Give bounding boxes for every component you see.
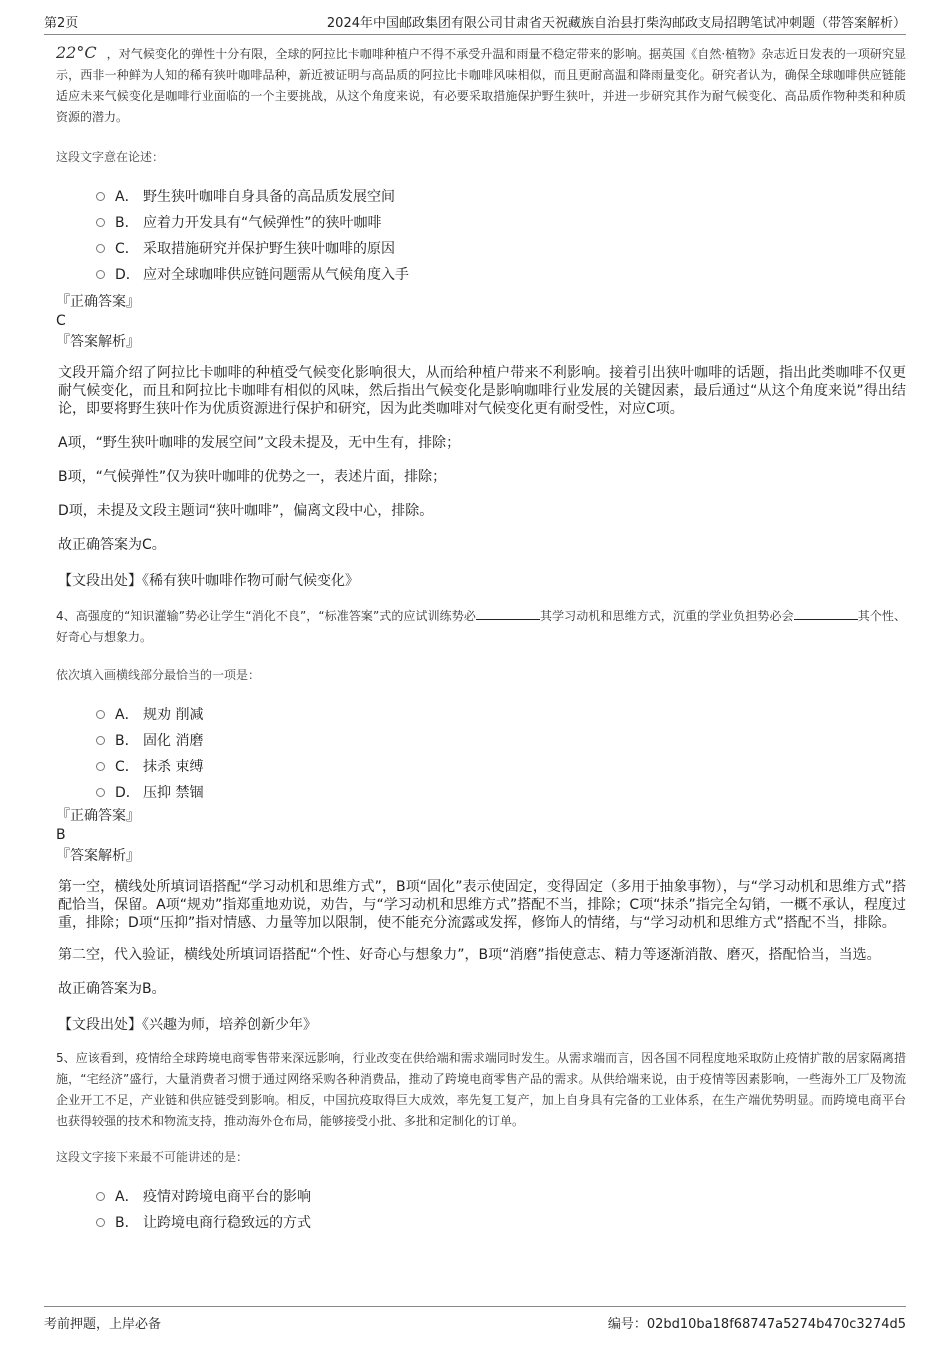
radio-icon[interactable] xyxy=(96,1218,105,1227)
option-text: 采取措施研究并保护野生狭叶咖啡的原因 xyxy=(143,241,395,257)
option-letter: B． xyxy=(115,733,139,749)
radio-icon[interactable] xyxy=(96,244,105,253)
q4-explanation-1: 第一空，横线处所填词语搭配“学习动机和思维方式”，B项“固化”表示使固定，变得固定（多用于抽象事物），与“学习动机和思维方式”搭配恰当，保留。A项“规劝”指郑重地劝说，劝告，与“学习动机和思维方式”搭配不当，排除；C项“抹杀”指完全勾销，一概不承认，程度过重，排除；D项“压抑”指对情感、力量等加以限制，使不能充分流露或发挥，修饰人的情绪，与“学习动机和思维方式”搭配不当，排除。 xyxy=(58,879,906,931)
option-text: 应对全球咖啡供应链问题需从气候角度入手 xyxy=(143,267,409,283)
q5-options xyxy=(96,1183,906,1235)
q4-option-b[interactable] xyxy=(96,727,906,753)
q4-options xyxy=(96,701,906,805)
option-letter: A． xyxy=(115,707,139,723)
q4-prompt: 依次填入画横线部分最恰当的一项是： xyxy=(56,668,261,682)
radio-icon[interactable] xyxy=(96,710,105,719)
page-number: 第2页 xyxy=(44,16,79,31)
q4-source: 【文段出处】《兴趣为师，培养创新少年》 xyxy=(58,1017,317,1033)
q5-option-b[interactable] xyxy=(96,1209,906,1235)
q3-options xyxy=(96,183,906,287)
document-title: 2024年中国邮政集团有限公司甘肃省天祝藏族自治县打柴沟邮政支局招聘笔试冲刺题（带答案解析） xyxy=(326,16,906,31)
page-footer xyxy=(44,1306,906,1332)
option-letter: B． xyxy=(115,215,139,231)
q4-stem-part1: 4、高强度的“知识灌输”势必让学生“消化不良”，“标准答案”式的应试训练势必 xyxy=(56,609,476,623)
q3-analysis-label: 『答案解析』 xyxy=(56,334,140,350)
q4-stem-part2: 其学习动机和思维方式，沉重的学业负担势必会 xyxy=(539,609,794,623)
blank-line[interactable] xyxy=(476,607,540,620)
q3-temperature: 22°C xyxy=(56,43,97,62)
q3-explanation-2: A项，“野生狭叶咖啡的发展空间”文段未提及，无中生有，排除； xyxy=(58,435,461,451)
page-header xyxy=(44,12,906,35)
option-letter: C． xyxy=(115,241,139,257)
blank-line[interactable] xyxy=(794,607,858,620)
q3-explanation-4: D项，未提及文段主题词“狭叶咖啡”，偏离文段中心，排除。 xyxy=(58,503,434,519)
q4-option-d[interactable] xyxy=(96,779,906,805)
q3-option-c[interactable] xyxy=(96,235,906,261)
page-content xyxy=(56,42,906,1235)
q3-source: 【文段出处】《稀有狭叶咖啡作物可耐气候变化》 xyxy=(58,573,359,589)
option-text: 固化 消磨 xyxy=(143,733,204,749)
q3-option-b[interactable] xyxy=(96,209,906,235)
q4-answer: B xyxy=(56,827,66,843)
q3-explanation-3: B项，“气候弹性”仅为狭叶咖啡的优势之一，表述片面，排除； xyxy=(58,469,447,485)
q3-answer-label: 『正确答案』 xyxy=(56,294,140,310)
option-letter: A． xyxy=(115,1189,139,1205)
q3-option-a[interactable] xyxy=(96,183,906,209)
option-text: 野生狭叶咖啡自身具备的高品质发展空间 xyxy=(143,189,395,205)
q3-answer: C xyxy=(56,313,66,329)
option-text: 让跨境电商行稳致远的方式 xyxy=(143,1215,311,1231)
q3-explanation-1: 文段开篇介绍了阿拉比卡咖啡的种植受气候变化影响很大，从而给种植户带来不利影响。接着引出狭叶咖啡的话题，指出此类咖啡不仅更耐气候变化，而且和阿拉比卡咖啡有相似的风味，然后指出气候变化是影响咖啡行业发展的关键因素，最后通过“从这个角度来说”得出结论，即要将野生狭叶作为优质资源进行保护和研究，因为此类咖啡对气候变化更有耐受性，对应C项。 xyxy=(58,365,906,417)
q4-option-a[interactable] xyxy=(96,701,906,727)
radio-icon[interactable] xyxy=(96,192,105,201)
radio-icon[interactable] xyxy=(96,762,105,771)
radio-icon[interactable] xyxy=(96,218,105,227)
q3-passage xyxy=(56,42,906,128)
footer-motto: 考前押题，上岸必备 xyxy=(44,1317,162,1332)
option-letter: C． xyxy=(115,759,139,775)
option-letter: D． xyxy=(115,785,140,801)
option-text: 疫情对跨境电商平台的影响 xyxy=(143,1189,311,1205)
q5-prompt: 这段文字接下来最不可能讲述的是： xyxy=(56,1150,249,1164)
radio-icon[interactable] xyxy=(96,736,105,745)
q3-prompt: 这段文字意在论述： xyxy=(56,150,165,164)
q4-option-c[interactable] xyxy=(96,753,906,779)
option-letter: A． xyxy=(115,189,139,205)
radio-icon[interactable] xyxy=(96,270,105,279)
q5-option-a[interactable] xyxy=(96,1183,906,1209)
q4-explanation-3: 故正确答案为B。 xyxy=(58,981,166,997)
radio-icon[interactable] xyxy=(96,788,105,797)
q3-explanation-5: 故正确答案为C。 xyxy=(58,537,166,553)
q3-passage-text: ，对气候变化的弹性十分有限，全球的阿拉比卡咖啡种植户不得不承受升温和雨量不稳定带来的影响。据英国《自然·植物》杂志近日发表的一项研究显示，西非一种鲜为人知的稀有狭叶咖啡品种，新近被证明与高品质的阿拉比卡咖啡风味相似，而且更耐高温和降雨量变化。研究者认为，确保全球咖啡供应链能适应未来气候变化是咖啡行业面临的一个主要挑战，从这个角度来说，有必要采取措施保护野生狭叶，并进一步研究其作为耐气候变化、高品质作物种类和种质资源的潜力。 xyxy=(56,47,906,124)
option-text: 应着力开发具有“气候弹性”的狭叶咖啡 xyxy=(143,215,382,231)
option-letter: B． xyxy=(115,1215,139,1231)
option-text: 抹杀 束缚 xyxy=(143,759,204,775)
q4-answer-label: 『正确答案』 xyxy=(56,808,140,824)
q4-stem xyxy=(56,606,906,648)
q5-passage: 5、应该看到，疫情给全球跨境电商零售带来深远影响，行业改变在供给端和需求端同时发生。从需求端而言，因各国不同程度地采取防止疫情扩散的居家隔离措施，“宅经济”盛行，大量消费者习惯于通过网络采购各种消费品，推动了跨境电商零售产品的需求。从供给端来说，由于疫情等因素影响，一些海外工厂及物流企业开工不足，产业链和供应链受到影响。相反，中国抗疫取得巨大成效，率先复工复产，加上自身具有完备的工业体系，在生产端优势明显。而跨境电商平台也获得较强的技术和物流支持，推动海外仓布局，能够接受小批、多批和定制化的订单。 xyxy=(56,1051,906,1128)
q4-analysis-label: 『答案解析』 xyxy=(56,848,140,864)
radio-icon[interactable] xyxy=(96,1192,105,1201)
option-letter: D． xyxy=(115,267,140,283)
q4-stem-part3: 其个性、好奇心与想象力。 xyxy=(56,609,906,644)
option-text: 压抑 禁锢 xyxy=(143,785,204,801)
option-text: 规劝 削减 xyxy=(143,707,204,723)
q4-explanation-2: 第二空，代入验证，横线处所填词语搭配“个性、好奇心与想象力”，B项“消磨”指使意志、精力等逐渐消散、磨灭，搭配恰当，当选。 xyxy=(58,947,881,963)
q3-option-d[interactable] xyxy=(96,261,906,287)
document-code: 编号：02bd10ba18f68747a5274b470c3274d5 xyxy=(607,1317,906,1332)
